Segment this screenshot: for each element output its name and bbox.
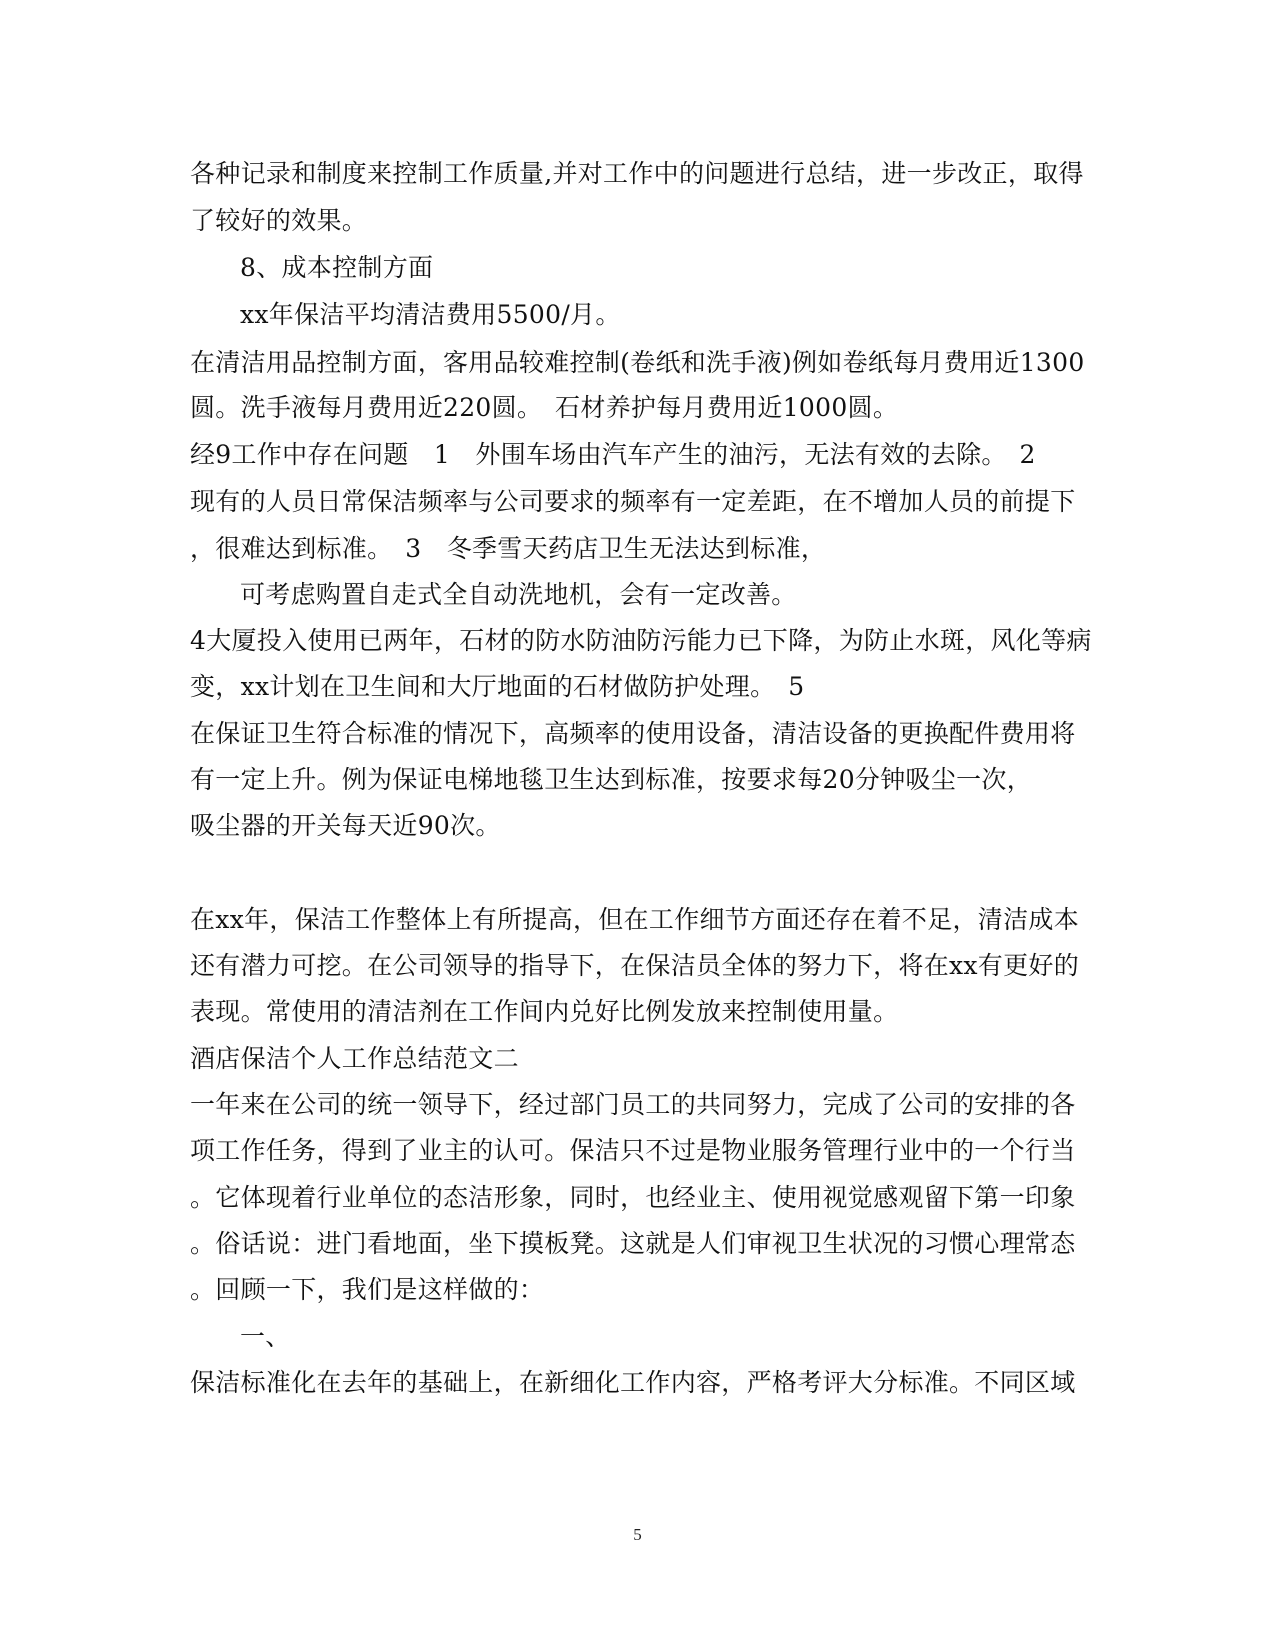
text-line: 现有的人员日常保洁频率与公司要求的频率有一定差距，在不增加人员的前提下: [190, 487, 1076, 516]
text-line: 可考虑购置自走式全自动洗地机，会有一定改善。: [240, 580, 797, 609]
text-line: 在xx年，保洁工作整体上有所提高，但在工作细节方面还存在着不足，清洁成本: [190, 905, 1080, 934]
text-line: 圆。洗手液每月费用近220圆。 石材养护每月费用近1000圆。: [190, 393, 899, 422]
text-line: 。俗话说：进门看地面，坐下摸板凳。这就是人们审视卫生状况的习惯心理常态: [190, 1229, 1076, 1258]
text-line: 经9工作中存在问题 1 外围车场由汽车产生的油污，无法有效的去除。 2: [190, 440, 1036, 469]
text-line: 项工作任务，得到了业主的认可。保洁只不过是物业服务管理行业中的一个行当: [190, 1136, 1076, 1165]
section-heading: 8、成本控制方面: [240, 253, 434, 282]
text-line: 各种记录和制度来控制工作质量,并对工作中的问题进行总结，进一步改正，取得: [190, 159, 1084, 188]
text-line: 4大厦投入使用已两年，石材的防水防油防污能力已下降，为防止水斑，风化等病: [190, 626, 1092, 655]
text-line: 了较好的效果。: [190, 206, 368, 235]
section-heading: 一、: [240, 1322, 291, 1351]
text-line: 保洁标准化在去年的基础上，在新细化工作内容，严格考评大分标准。不同区域: [190, 1368, 1076, 1397]
text-line: 在清洁用品控制方面，客用品较难控制(卷纸和洗手液)例如卷纸每月费用近1300: [190, 348, 1085, 377]
text-line: ，很难达到标准。 3 冬季雪天药店卫生无法达到标准，: [190, 534, 827, 563]
text-line: 吸尘器的开关每天近90次。: [190, 811, 501, 840]
text-line: 。它体现着行业单位的态洁形象，同时，也经业主、使用视觉感观留下第一印象: [190, 1183, 1076, 1212]
text-line: 。回顾一下，我们是这样做的：: [190, 1275, 545, 1304]
text-line: xx年保洁平均清洁费用5500/月。: [240, 300, 621, 329]
text-line: 在保证卫生符合标准的情况下，高频率的使用设备，清洁设备的更换配件费用将: [190, 719, 1076, 748]
article-title: 酒店保洁个人工作总结范文二: [190, 1044, 519, 1073]
text-line: 变，xx计划在卫生间和大厅地面的石材做防护处理。 5: [190, 672, 805, 701]
page-number: 5: [633, 1525, 642, 1544]
text-line: 表现。常使用的清洁剂在工作间内兑好比例发放来控制使用量。: [190, 997, 899, 1026]
text-line: 有一定上升。例为保证电梯地毯卫生达到标准，按要求每20分钟吸尘一次，: [190, 765, 1033, 794]
text-line: 一年来在公司的统一领导下，经过部门员工的共同努力，完成了公司的安排的各: [190, 1090, 1076, 1119]
text-line: 还有潜力可挖。在公司领导的指导下，在保洁员全体的努力下，将在xx有更好的: [190, 951, 1080, 980]
